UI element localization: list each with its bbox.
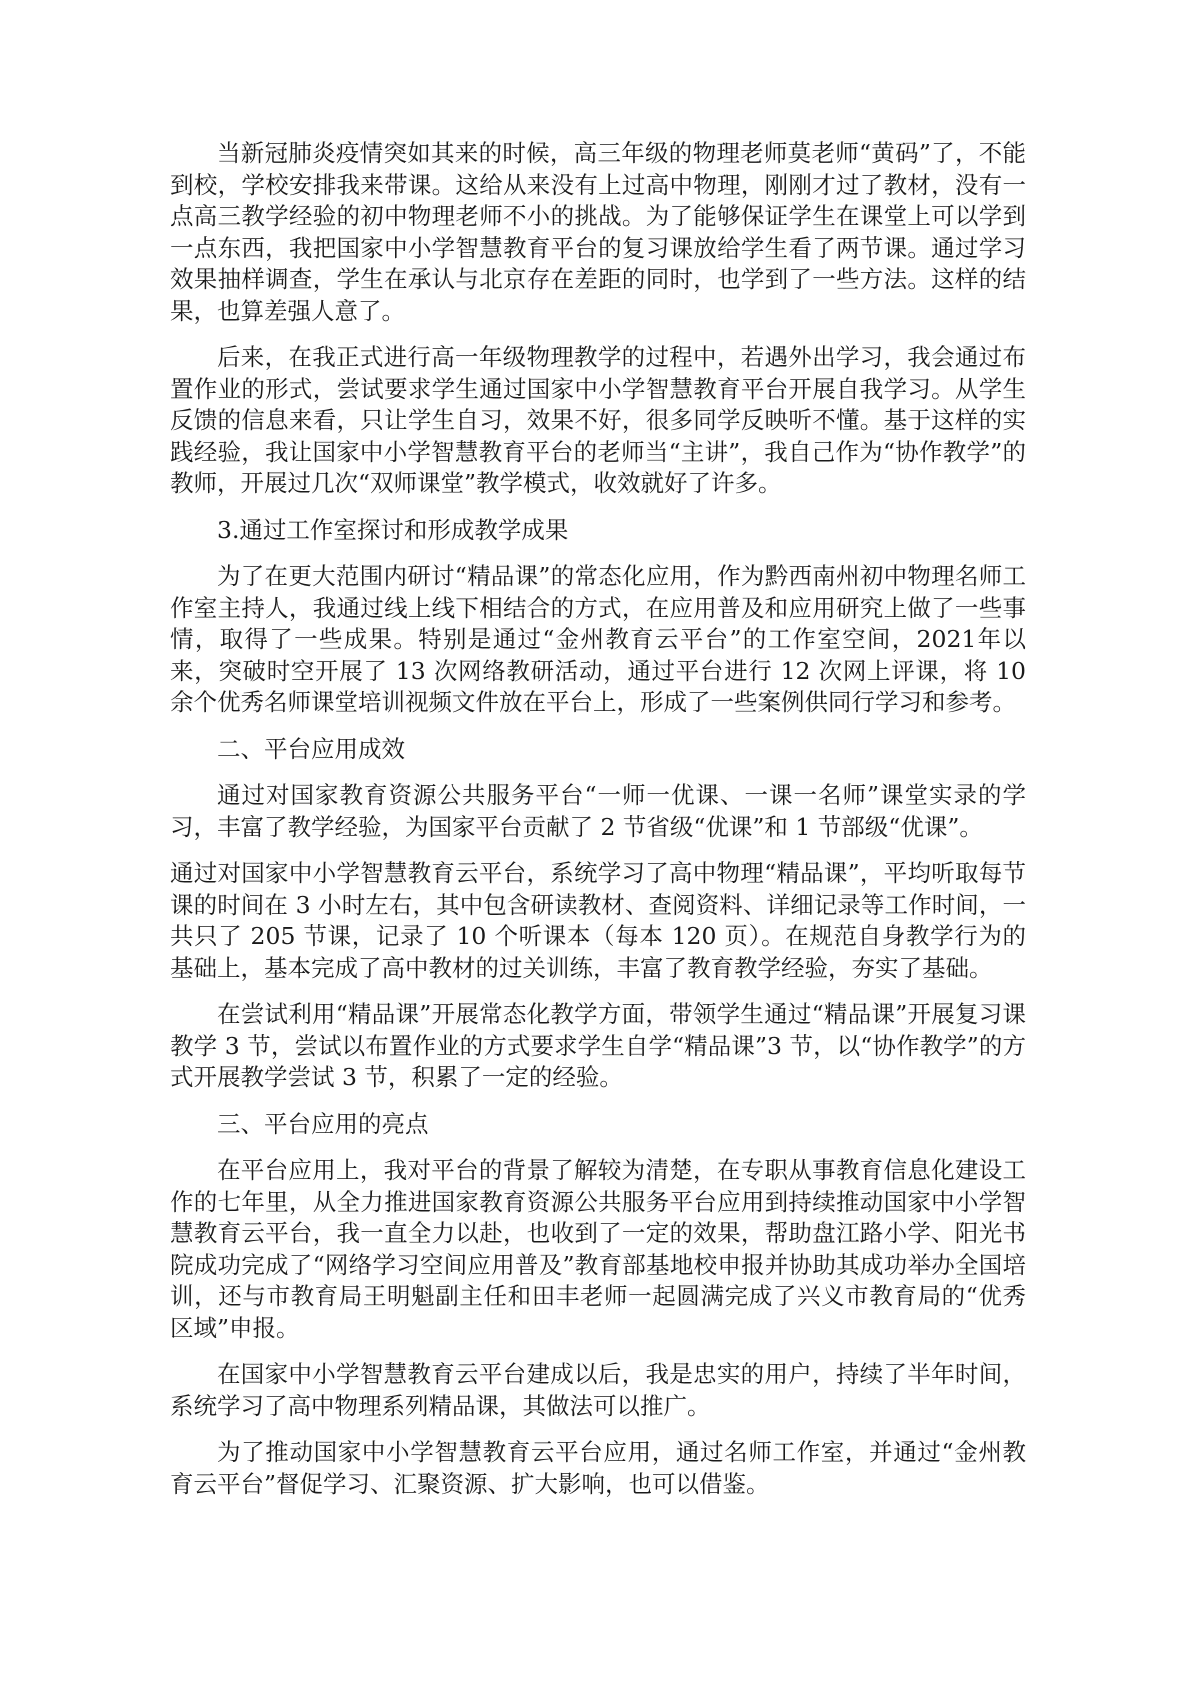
paragraph-regular-teaching: 在尝试利用“精品课”开展常态化教学方面，带领学生通过“精品课”开展复习课教学 3 节，尝试以布置作业的方式要求学生自学“精品课”3 节，以“协作教学”的方式开展教学尝试 3 节，积累了一定的经验。: [170, 1000, 1026, 1091]
document-body: [170, 138, 1026, 1515]
paragraph-covid-teaching: 当新冠肺炎疫情突如其来的时候，高三年级的物理老师莫老师“黄码”了，不能到校，学校安排我来带课。这给从来没有上过高中物理，刚刚才过了教材，没有一点高三教学经验的初中物理老师不小的挑战。为了能够保证学生在课堂上可以学到一点东西，我把国家中小学智慧教育平台的复习课放给学生看了两节课。通过学习效果抽样调查，学生在承认与北京存在差距的同时，也学到了一些方法。这样的结果，也算差强人意了。: [170, 139, 1026, 325]
section-heading-effects: 二、平台应用成效: [217, 734, 405, 763]
paragraph-dual-teacher: 后来，在我正式进行高一年级物理教学的过程中，若遇外出学习，我会通过布置作业的形式，尝试要求学生通过国家中小学智慧教育平台开展自我学习。从学生反馈的信息来看，只让学生自习，效果不好，很多同学反映听不懂。基于这样的实践经验，我让国家中小学智慧教育平台的老师当“主讲”，我自己作为“协作教学”的教师，开展过几次“双师课堂”教学模式，收效就好了许多。: [170, 343, 1026, 497]
paragraph-platform-background: 在平台应用上，我对平台的背景了解较为清楚，在专职从事教育信息化建设工作的七年里，从全力推进国家教育资源公共服务平台应用到持续推动国家中小学智慧教育云平台，我一直全力以赴，也收到了一定的效果，帮助盘江路小学、阳光书院成功完成了“网络学习空间应用普及”教育部基地校申报并协助其成功举办全国培训，还与市教育局王明魁副主任和田丰老师一起圆满完成了兴义市教育局的“优秀区域”申报。: [170, 1156, 1026, 1342]
paragraph-smart-platform-study: 通过对国家中小学智慧教育云平台，系统学习了高中物理“精品课”，平均听取每节课的时间在 3 小时左右，其中包含研读教材、查阅资料、详细记录等工作时间，一共只了 205 节课，记录了 10 个听课本（每本 120 页）。在规范自身教学行为的基础上，基本完成了高中教材的过关训练，丰富了教育教学经验，夯实了基础。: [170, 859, 1026, 982]
paragraph-resource-platform: 通过对国家教育资源公共服务平台“一师一优课、一课一名师”课堂实录的学习，丰富了教学经验，为国家平台贡献了 2 节省级“优课”和 1 节部级“优课”。: [170, 781, 1026, 841]
section-heading-highlights: 三、平台应用的亮点: [217, 1109, 429, 1138]
paragraph-promotion: 为了推动国家中小学智慧教育云平台应用，通过名师工作室，并通过“金州教育云平台”督促学习、汇聚资源、扩大影响，也可以借鉴。: [170, 1438, 1026, 1498]
paragraph-loyal-user: 在国家中小学智慧教育云平台建成以后，我是忠实的用户，持续了半年时间，系统学习了高中物理系列精品课，其做法可以推广。: [170, 1360, 1026, 1420]
paragraph-studio-results: 为了在更大范围内研讨“精品课”的常态化应用，作为黔西南州初中物理名师工作室主持人，我通过线上线下相结合的方式，在应用普及和应用研究上做了一些事情，取得了一些成果。特别是通过“金州教育云平台”的工作室空间，2021年以来，突破时空开展了 13 次网络教研活动，通过平台进行 12 次网上评课，将 10 余个优秀名师课堂培训视频文件放在平台上，形成了一些案例供同行学习和参考。: [170, 562, 1026, 716]
section-heading-studio: 3.通过工作室探讨和形成教学成果: [217, 515, 569, 544]
